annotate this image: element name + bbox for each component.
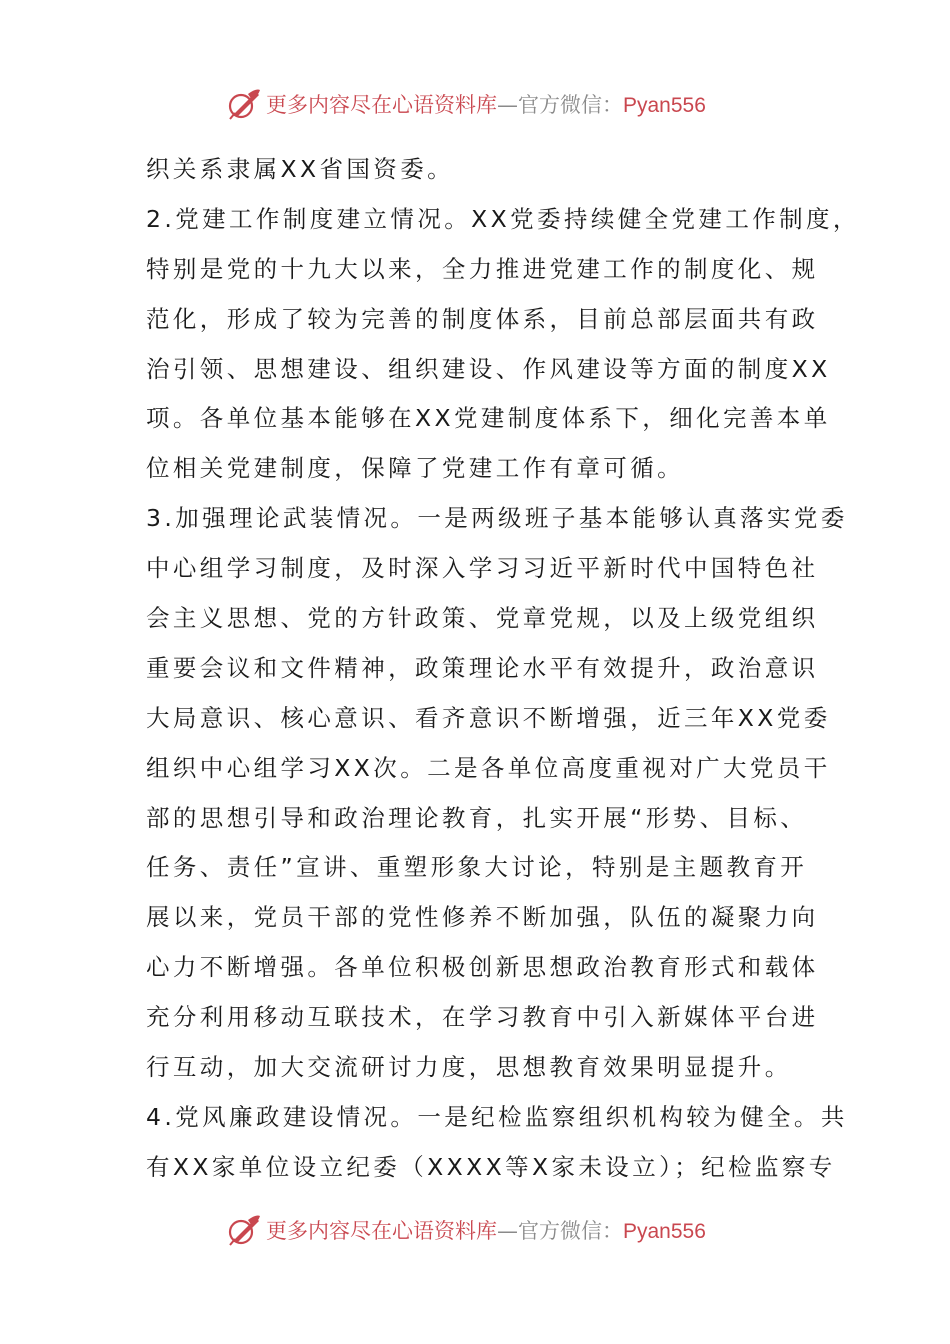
quill-pen-icon bbox=[226, 1212, 262, 1248]
watermark-id: Pyan556 bbox=[623, 94, 706, 117]
document-body bbox=[146, 145, 860, 1193]
text-line: 3.加强理论武装情况。一是两级班子基本能够认真落实党委 bbox=[146, 504, 848, 533]
text-line: 充分利用移动互联技术，在学习教育中引入新媒体平台进 bbox=[146, 1003, 819, 1032]
watermark-tail: 官方微信： bbox=[518, 1219, 623, 1243]
watermark-text bbox=[266, 1215, 706, 1245]
text-line: 心力不断增强。各单位积极创新思想政治教育形式和载体 bbox=[146, 953, 819, 982]
text-line: 2.党建工作制度建立情况。XX党委持续健全党建工作制度， bbox=[146, 204, 860, 233]
watermark-brand: 更多内容尽在心语资料库 bbox=[266, 93, 497, 117]
text-line: 展以来，党员干部的党性修养不断加强，队伍的凝聚力向 bbox=[146, 903, 819, 932]
watermark-dash: — bbox=[497, 93, 518, 117]
watermark-text bbox=[266, 89, 706, 119]
text-line: 重要会议和文件精神，政策理论水平有效提升，政治意识 bbox=[146, 653, 819, 682]
watermark-brand: 更多内容尽在心语资料库 bbox=[266, 1219, 497, 1243]
text-line: 任务、责任”宣讲、重塑形象大讨论，特别是主题教育开 bbox=[146, 853, 808, 882]
text-line: 行互动，加大交流研讨力度，思想教育效果明显提升。 bbox=[146, 1053, 792, 1082]
text-line: 大局意识、核心意识、看齐意识不断增强，近三年XX党委 bbox=[146, 703, 831, 732]
text-line: 治引领、思想建设、组织建设、作风建设等方面的制度XX bbox=[146, 354, 831, 383]
text-line: 项。各单位基本能够在XX党建制度体系下，细化完善本单 bbox=[146, 404, 831, 433]
text-line: 会主义思想、党的方针政策、党章党规，以及上级党组织 bbox=[146, 604, 819, 633]
text-line: 有XX家单位设立纪委（XXXX等X家未设立）；纪检监察专 bbox=[146, 1152, 836, 1181]
footer-watermark bbox=[226, 1212, 746, 1248]
header-watermark bbox=[226, 86, 746, 122]
watermark-tail: 官方微信： bbox=[518, 93, 623, 117]
text-line: 特别是党的十九大以来，全力推进党建工作的制度化、规 bbox=[146, 254, 819, 283]
text-line: 中心组学习制度，及时深入学习习近平新时代中国特色社 bbox=[146, 554, 819, 583]
quill-pen-icon bbox=[226, 86, 262, 122]
text-line: 织关系隶属XX省国资委。 bbox=[146, 155, 454, 183]
text-line: 组织中心组学习XX次。二是各单位高度重视对广大党员干 bbox=[146, 753, 831, 782]
watermark-id: Pyan556 bbox=[623, 1220, 706, 1243]
text-line: 4.党风廉政建设情况。一是纪检监察组织机构较为健全。共 bbox=[146, 1102, 848, 1131]
text-line: 位相关党建制度，保障了党建工作有章可循。 bbox=[146, 454, 684, 483]
text-line: 部的思想引导和政治理论教育，扎实开展“形势、目标、 bbox=[146, 803, 808, 832]
text-line: 范化，形成了较为完善的制度体系，目前总部层面共有政 bbox=[146, 304, 819, 333]
watermark-dash: — bbox=[497, 1219, 518, 1243]
